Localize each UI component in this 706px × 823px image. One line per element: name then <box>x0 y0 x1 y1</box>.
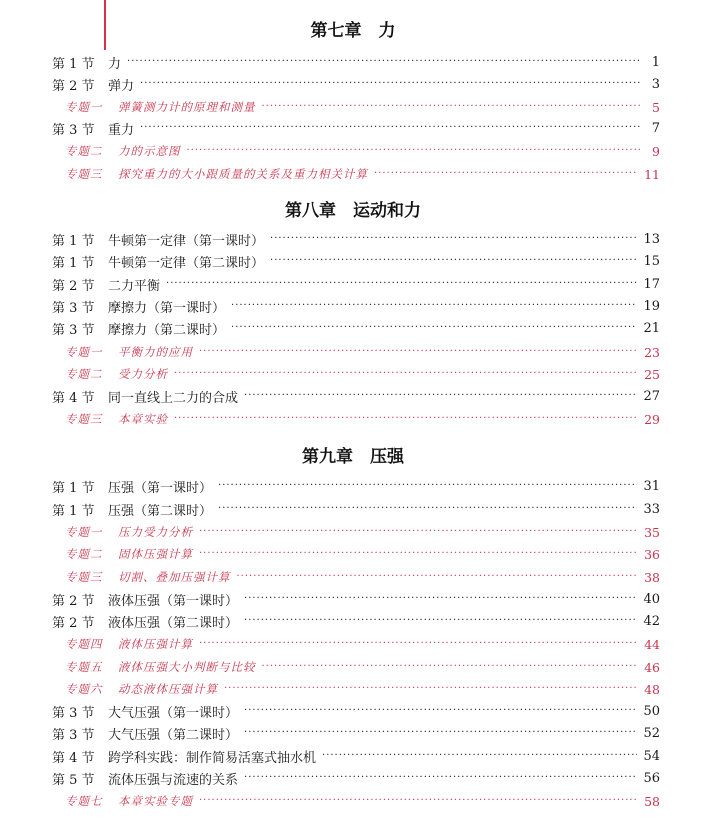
toc-entry[interactable] <box>52 499 660 519</box>
toc-topic-entry[interactable] <box>65 657 660 677</box>
topic-label: 专题二 <box>65 144 103 158</box>
dot-leader <box>244 386 637 406</box>
entry-title: 同一直线上二力的合成 <box>108 390 239 406</box>
toc-topic-entry[interactable] <box>65 567 660 587</box>
topic-page: 44 <box>644 636 660 652</box>
toc-topic-entry[interactable] <box>65 97 660 117</box>
toc-topic-entry[interactable] <box>65 791 660 811</box>
topic-page: 23 <box>644 344 660 360</box>
topic-title: 探究重力的大小跟质量的关系及重力相关计算 <box>118 167 368 181</box>
topic-title: 液体压强大小判断与比较 <box>118 660 256 674</box>
chapter-title: 第七章 力 <box>310 21 396 41</box>
entry-page: 3 <box>651 76 660 92</box>
topic-page: 11 <box>644 166 660 182</box>
toc-topic-entry[interactable] <box>65 679 660 699</box>
entry-label: 第 2 节 <box>52 278 95 294</box>
entry-page: 1 <box>651 54 660 70</box>
toc-entry[interactable] <box>52 229 660 249</box>
toc-entry[interactable] <box>52 611 660 631</box>
topic-title: 液体压强计算 <box>118 637 193 651</box>
dot-leader <box>244 611 637 631</box>
entry-page: 33 <box>643 501 660 517</box>
topic-page: 25 <box>644 366 660 382</box>
toc-entry[interactable] <box>52 251 660 271</box>
entry-label: 第 1 节 <box>52 480 95 496</box>
entry-label: 第 3 节 <box>52 705 95 721</box>
dot-leader <box>237 567 639 587</box>
topic-page: 38 <box>644 569 660 585</box>
entry-title: 流体压强与流速的关系 <box>108 772 239 788</box>
topic-label: 专题二 <box>65 547 103 561</box>
topic-page: 9 <box>652 143 660 159</box>
dot-leader <box>262 97 641 117</box>
entry-label: 第 5 节 <box>52 772 95 788</box>
dot-leader <box>174 364 638 384</box>
dot-leader <box>127 52 640 72</box>
toc-topic-entry[interactable] <box>65 634 660 654</box>
entry-title: 液体压强（第一课时） <box>108 593 239 609</box>
topic-page: 58 <box>644 793 660 809</box>
entry-title: 牛顿第一定律（第二课时） <box>108 255 265 271</box>
topic-title: 切割、叠加压强计算 <box>118 570 231 584</box>
topic-title: 动态液体压强计算 <box>118 682 218 696</box>
dot-leader <box>244 589 637 609</box>
entry-title: 压强（第二课时） <box>108 503 213 519</box>
dot-leader <box>224 679 638 699</box>
entry-page: 52 <box>643 725 660 741</box>
topic-label: 专题七 <box>65 794 103 808</box>
chapter-title: 第九章 压强 <box>302 447 404 467</box>
topic-page: 35 <box>644 524 660 540</box>
dot-leader <box>262 657 639 677</box>
entry-label: 第 3 节 <box>52 300 95 316</box>
entry-page: 7 <box>651 120 660 136</box>
toc-entry[interactable] <box>52 589 660 609</box>
entry-label: 第 2 节 <box>52 78 95 94</box>
topic-title: 弹簧测力计的原理和测量 <box>118 100 256 114</box>
entry-label: 第 3 节 <box>52 727 95 743</box>
topic-title: 本章实验专题 <box>118 794 193 808</box>
topic-page: 36 <box>644 546 660 562</box>
dot-leader <box>322 746 637 766</box>
topic-label: 专题三 <box>65 412 103 426</box>
dot-leader <box>244 768 637 788</box>
dot-leader <box>218 476 637 496</box>
dot-leader <box>270 251 637 271</box>
entry-title: 大气压强（第一课时） <box>108 705 239 721</box>
topic-title: 本章实验 <box>118 412 168 426</box>
entry-page: 21 <box>643 320 660 336</box>
dot-leader <box>244 723 637 743</box>
topic-title: 平衡力的应用 <box>118 345 193 359</box>
entry-title: 力 <box>108 56 122 72</box>
dot-leader <box>199 342 638 362</box>
topic-label: 专题三 <box>65 167 103 181</box>
entry-title: 弹力 <box>108 78 135 94</box>
toc-topic-entry[interactable] <box>65 141 660 161</box>
entry-page: 15 <box>643 253 660 269</box>
toc-topic-entry[interactable] <box>65 164 660 184</box>
entry-label: 第 3 节 <box>52 122 95 138</box>
toc-topic-entry[interactable] <box>65 522 660 542</box>
toc-entry[interactable] <box>52 52 660 72</box>
topic-label: 专题二 <box>65 367 103 381</box>
topic-label: 专题四 <box>65 637 103 651</box>
toc-entry[interactable] <box>52 296 660 316</box>
toc-topic-entry[interactable] <box>65 364 660 384</box>
chapter-title: 第八章 运动和力 <box>285 201 421 221</box>
entry-label: 第 1 节 <box>52 503 95 519</box>
toc-entry[interactable] <box>52 118 660 138</box>
topic-page: 5 <box>652 99 660 115</box>
dot-leader <box>174 409 638 429</box>
entry-label: 第 1 节 <box>52 255 95 271</box>
topic-page: 48 <box>644 681 660 697</box>
entry-label: 第 2 节 <box>52 593 95 609</box>
topic-label: 专题一 <box>65 345 103 359</box>
entry-page: 42 <box>643 613 660 629</box>
dot-leader <box>166 274 637 294</box>
entry-label: 第 4 节 <box>52 750 95 766</box>
topic-title: 压力受力分析 <box>118 525 193 539</box>
toc-entry[interactable] <box>52 701 660 721</box>
toc-entry[interactable] <box>52 476 660 496</box>
dot-leader <box>218 499 637 519</box>
toc-topic-entry[interactable] <box>65 342 660 362</box>
dot-leader <box>199 544 638 564</box>
topic-page: 46 <box>644 659 660 675</box>
entry-title: 跨学科实践：制作简易活塞式抽水机 <box>108 750 317 766</box>
entry-page: 27 <box>643 388 660 404</box>
topic-label: 专题一 <box>65 525 103 539</box>
toc-entry[interactable] <box>52 746 660 766</box>
entry-label: 第 3 节 <box>52 322 95 338</box>
entry-page: 40 <box>643 591 660 607</box>
topic-label: 专题六 <box>65 682 103 696</box>
topic-title: 固体压强计算 <box>118 547 193 561</box>
entry-title: 大气压强（第二课时） <box>108 727 239 743</box>
topic-label: 专题五 <box>65 660 103 674</box>
dot-leader <box>270 229 637 249</box>
topic-label: 专题一 <box>65 100 103 114</box>
entry-title: 液体压强（第二课时） <box>108 615 239 631</box>
dot-leader <box>199 522 638 542</box>
entry-page: 17 <box>643 276 660 292</box>
dot-leader <box>374 164 638 184</box>
entry-page: 54 <box>643 748 660 764</box>
dot-leader <box>244 701 637 721</box>
entry-title: 牛顿第一定律（第一课时） <box>108 233 265 249</box>
toc-entry[interactable] <box>52 74 660 94</box>
topic-page: 29 <box>644 411 660 427</box>
entry-page: 19 <box>643 298 660 314</box>
dot-leader <box>140 118 640 138</box>
entry-title: 重力 <box>108 122 135 138</box>
toc-entry[interactable] <box>52 386 660 406</box>
dot-leader <box>231 318 637 338</box>
entry-title: 压强（第一课时） <box>108 480 213 496</box>
entry-title: 摩擦力（第二课时） <box>108 322 226 338</box>
toc-entry[interactable] <box>52 318 660 338</box>
topic-label: 专题三 <box>65 570 103 584</box>
dot-leader <box>199 634 638 654</box>
toc-entry[interactable] <box>52 274 660 294</box>
entry-label: 第 2 节 <box>52 615 95 631</box>
toc-entry[interactable] <box>52 723 660 743</box>
dot-leader <box>140 74 640 94</box>
dot-leader <box>199 791 638 811</box>
toc-entry[interactable] <box>52 768 660 788</box>
toc-topic-entry[interactable] <box>65 409 660 429</box>
toc-topic-entry[interactable] <box>65 544 660 564</box>
entry-page: 56 <box>643 770 660 786</box>
dot-leader <box>187 141 641 161</box>
entry-title: 摩擦力（第一课时） <box>108 300 226 316</box>
entry-label: 第 1 节 <box>52 56 95 72</box>
topic-title: 力的示意图 <box>118 144 181 158</box>
entry-title: 二力平衡 <box>108 278 161 294</box>
entry-page: 50 <box>643 703 660 719</box>
topic-title: 受力分析 <box>118 367 168 381</box>
dot-leader <box>231 296 637 316</box>
entry-label: 第 4 节 <box>52 390 95 406</box>
entry-page: 13 <box>643 231 660 247</box>
entry-label: 第 1 节 <box>52 233 95 249</box>
entry-page: 31 <box>643 478 660 494</box>
